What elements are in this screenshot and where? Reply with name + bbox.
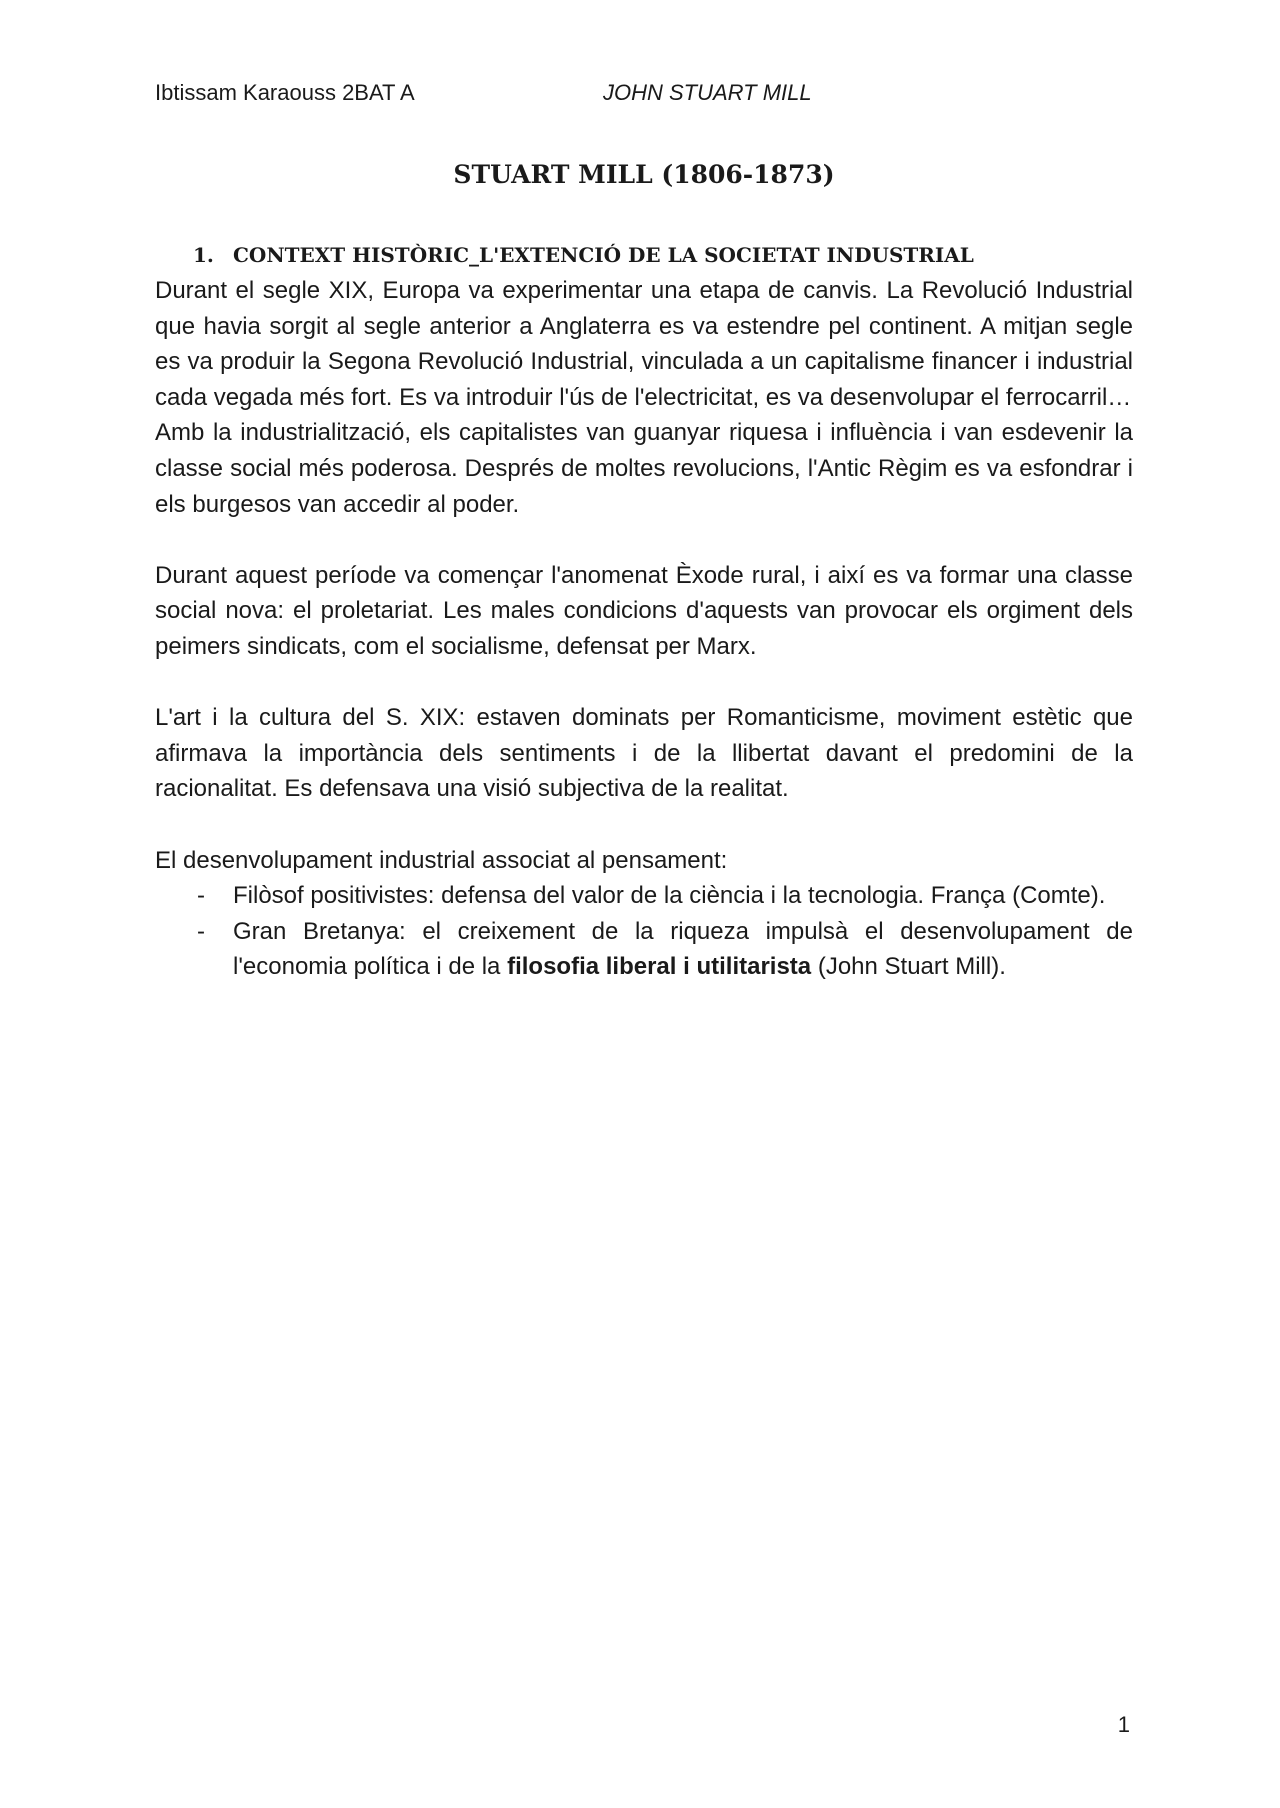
thought-list xyxy=(155,878,1133,985)
paragraph-spacer xyxy=(155,665,1133,701)
paragraph-rural-exodus: Durant aquest període va començar l'anomenat Èxode rural, i així es va formar una classe social nova: el proletariat. Les males condicions d'aquests van provocar els orgiment dels peimers sindicats, com el socialisme, defensat per Marx. xyxy=(155,561,1133,660)
list-item-bold-text: filosofia liberal i utilitarista xyxy=(507,953,812,981)
paragraph-spacer xyxy=(155,522,1133,558)
header-topic: JOHN STUART MILL xyxy=(603,80,812,105)
paragraph-industrial-thought: El desenvolupament industrial associat al pensament: xyxy=(155,846,728,874)
list-item xyxy=(155,878,1133,914)
paragraph-industrial-revolution: Durant el segle XIX, Europa va experimentar una etapa de canvis. La Revolució Industrial que havia sorgit al segle anterior a Anglaterra es va estendre pel continent. A mitjan segle es va produir la Segona Revolució Industrial, vinculada a un capitalisme financer i industrial cada vegada més fort. Es va introduir l'ús de l'electricitat, es va desenvolupar el ferrocarril… xyxy=(155,277,1133,411)
list-dash: - xyxy=(197,917,205,945)
list-item xyxy=(155,914,1133,985)
section-number: 1. xyxy=(193,243,214,267)
paragraph-industrialization: Amb la industrialització, els capitalistes van guanyar riquesa i influència i van esdevenir la classe social més poderosa. Després de moltes revolucions, l'Antic Règim es va esfondrar i els burgesos van accedir al poder. xyxy=(155,419,1133,518)
list-item-text-end: (John Stuart Mill). xyxy=(811,953,1006,981)
document-body xyxy=(155,273,1133,985)
paragraph-art-culture: L'art i la cultura del S. XIX: estaven dominats per Romanticisme, moviment estètic que afirmava la importància dels sentiments i de la llibertat davant el predomini de la racionalitat. Es defensava una visió subjectiva de la realitat. xyxy=(155,704,1133,803)
page-number: 1 xyxy=(1117,1712,1130,1737)
list-item-text-start: Gran Bretanya: el creixement de la riqueza impulsà el desenvolupament de l'economia política i de la xyxy=(233,917,1133,981)
document-title: STUART MILL (1806-1873) xyxy=(453,160,835,189)
header-author: Ibtissam Karaouss 2BAT A xyxy=(155,80,415,105)
section-heading-text: CONTEXT HISTÒRIC_L'EXTENCIÓ DE LA SOCIETAT INDUSTRIAL xyxy=(233,243,974,267)
paragraph-spacer xyxy=(155,807,1133,843)
list-dash: - xyxy=(197,882,205,910)
list-item-text xyxy=(233,918,1133,981)
section-heading xyxy=(193,240,974,270)
list-item-text: Filòsof positivistes: defensa del valor de la ciència i la tecnologia. França (Comte). xyxy=(233,882,1106,910)
running-header xyxy=(155,78,1155,108)
